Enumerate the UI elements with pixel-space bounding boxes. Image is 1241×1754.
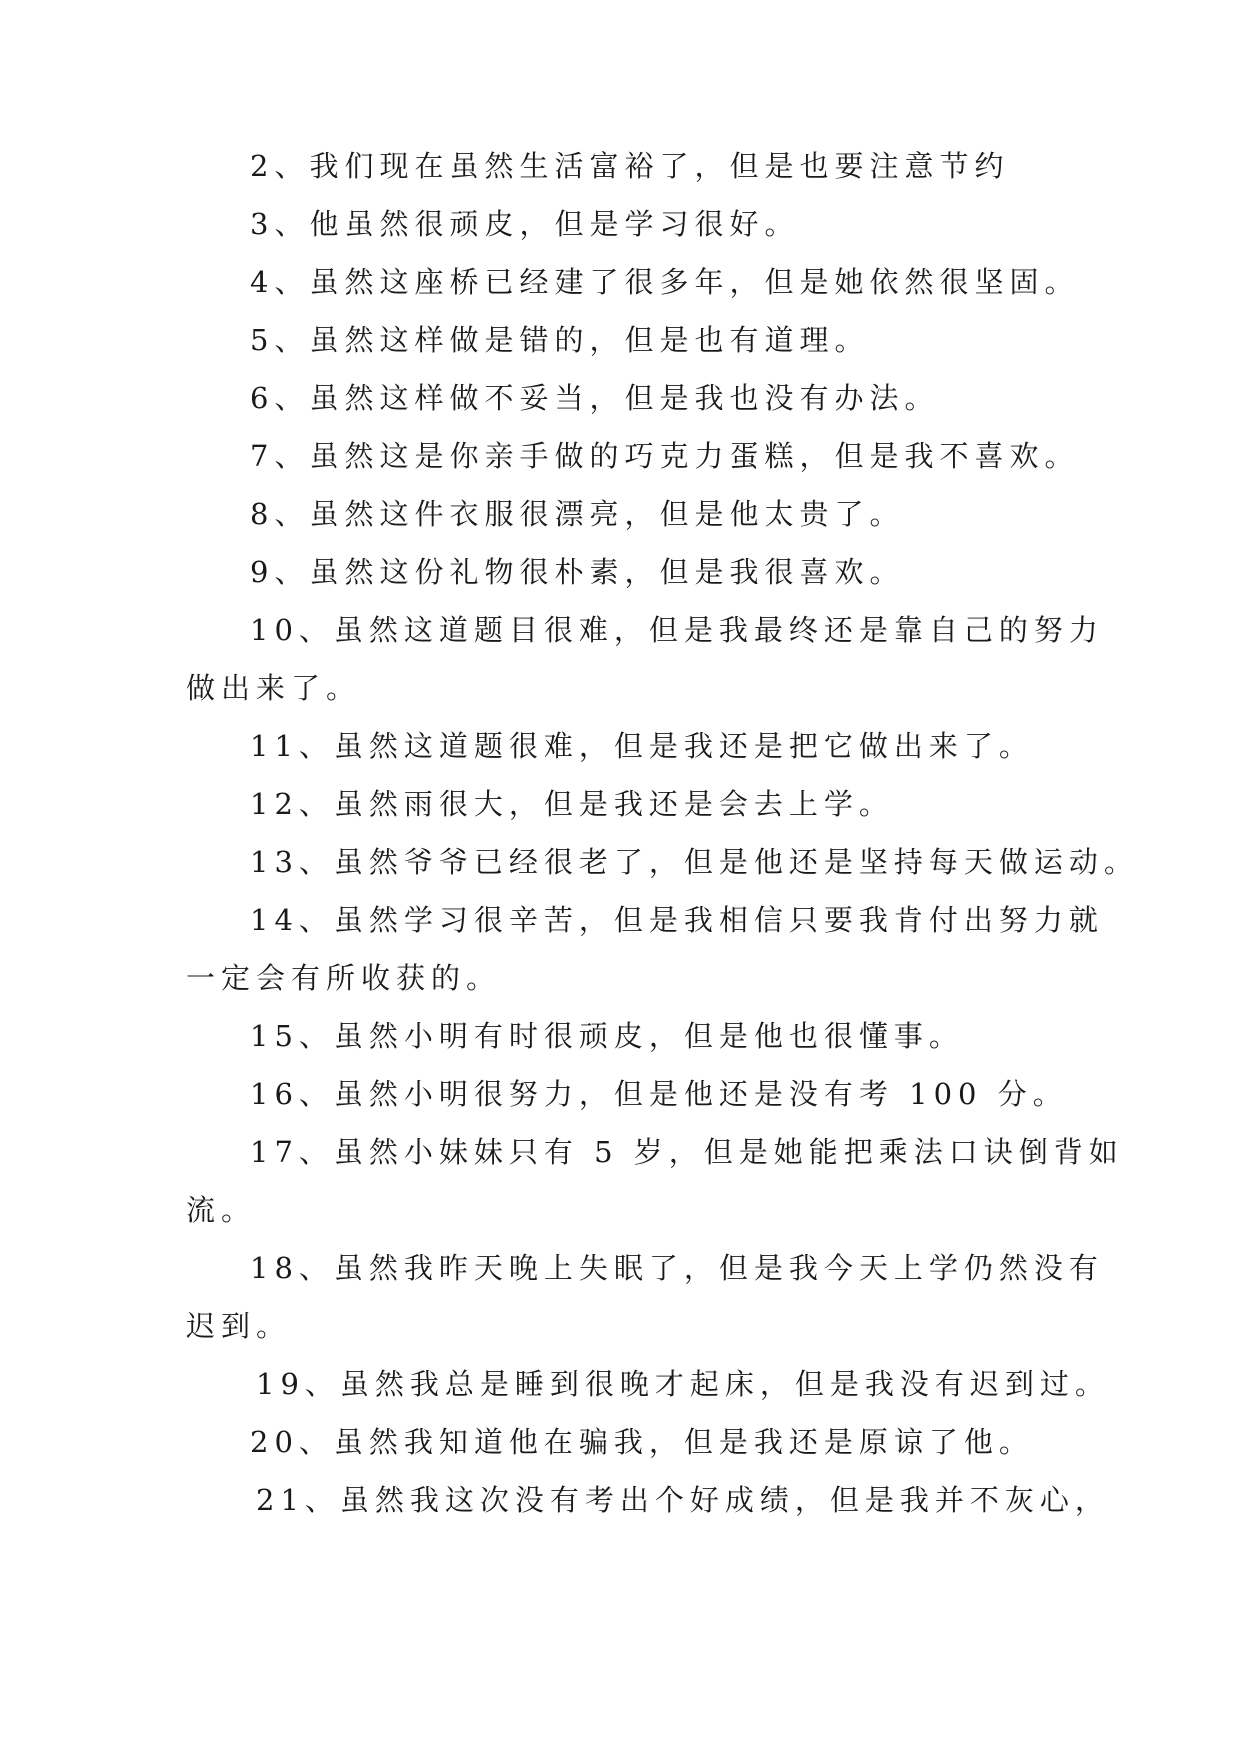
sentence-19: 19、虽然我总是睡到很晚才起床，但是我没有迟到过。 bbox=[256, 1367, 1110, 1401]
sentence-7: 7、虽然这是你亲手做的巧克力蛋糕，但是我不喜欢。 bbox=[250, 439, 1080, 473]
sentence-18: 18、虽然我昨天晚上失眠了，但是我今天上学仍然没有 bbox=[250, 1251, 1104, 1285]
sentence-10-continued: 做出来了。 bbox=[186, 671, 362, 705]
sentence-11: 11、虽然这道题很难，但是我还是把它做出来了。 bbox=[250, 729, 1034, 763]
sentence-3: 3、他虽然很顽皮，但是学习很好。 bbox=[250, 207, 800, 241]
sentence-15: 15、虽然小明有时很顽皮，但是他也很懂事。 bbox=[250, 1019, 964, 1053]
sentence-12: 12、虽然雨很大，但是我还是会去上学。 bbox=[250, 787, 894, 821]
sentence-10: 10、虽然这道题目很难，但是我最终还是靠自己的努力 bbox=[250, 613, 1104, 647]
sentence-4: 4、虽然这座桥已经建了很多年，但是她依然很坚固。 bbox=[250, 265, 1080, 299]
sentence-8: 8、虽然这件衣服很漂亮，但是他太贵了。 bbox=[250, 497, 905, 531]
sentence-17: 17、虽然小妹妹只有 5 岁，但是她能把乘法口诀倒背如 bbox=[250, 1135, 1124, 1169]
sentence-5: 5、虽然这样做是错的，但是也有道理。 bbox=[250, 323, 870, 357]
sentence-16: 16、虽然小明很努力，但是他还是没有考 100 分。 bbox=[250, 1077, 1068, 1111]
sentence-18-continued: 迟到。 bbox=[186, 1309, 292, 1343]
sentence-20: 20、虽然我知道他在骗我，但是我还是原谅了他。 bbox=[250, 1425, 1034, 1459]
sentence-9: 9、虽然这份礼物很朴素，但是我很喜欢。 bbox=[250, 555, 905, 589]
sentence-14: 14、虽然学习很辛苦，但是我相信只要我肯付出努力就 bbox=[250, 903, 1104, 937]
sentence-6: 6、虽然这样做不妥当，但是我也没有办法。 bbox=[250, 381, 940, 415]
sentence-17-continued: 流。 bbox=[186, 1193, 257, 1227]
sentence-13: 13、虽然爷爷已经很老了，但是他还是坚持每天做运动。 bbox=[250, 845, 1139, 879]
sentence-2: 2、我们现在虽然生活富裕了，但是也要注意节约 bbox=[250, 149, 1010, 183]
sentence-21: 21、虽然我这次没有考出个好成绩，但是我并不灰心， bbox=[256, 1483, 1110, 1517]
sentence-14-continued: 一定会有所收获的。 bbox=[186, 961, 502, 995]
